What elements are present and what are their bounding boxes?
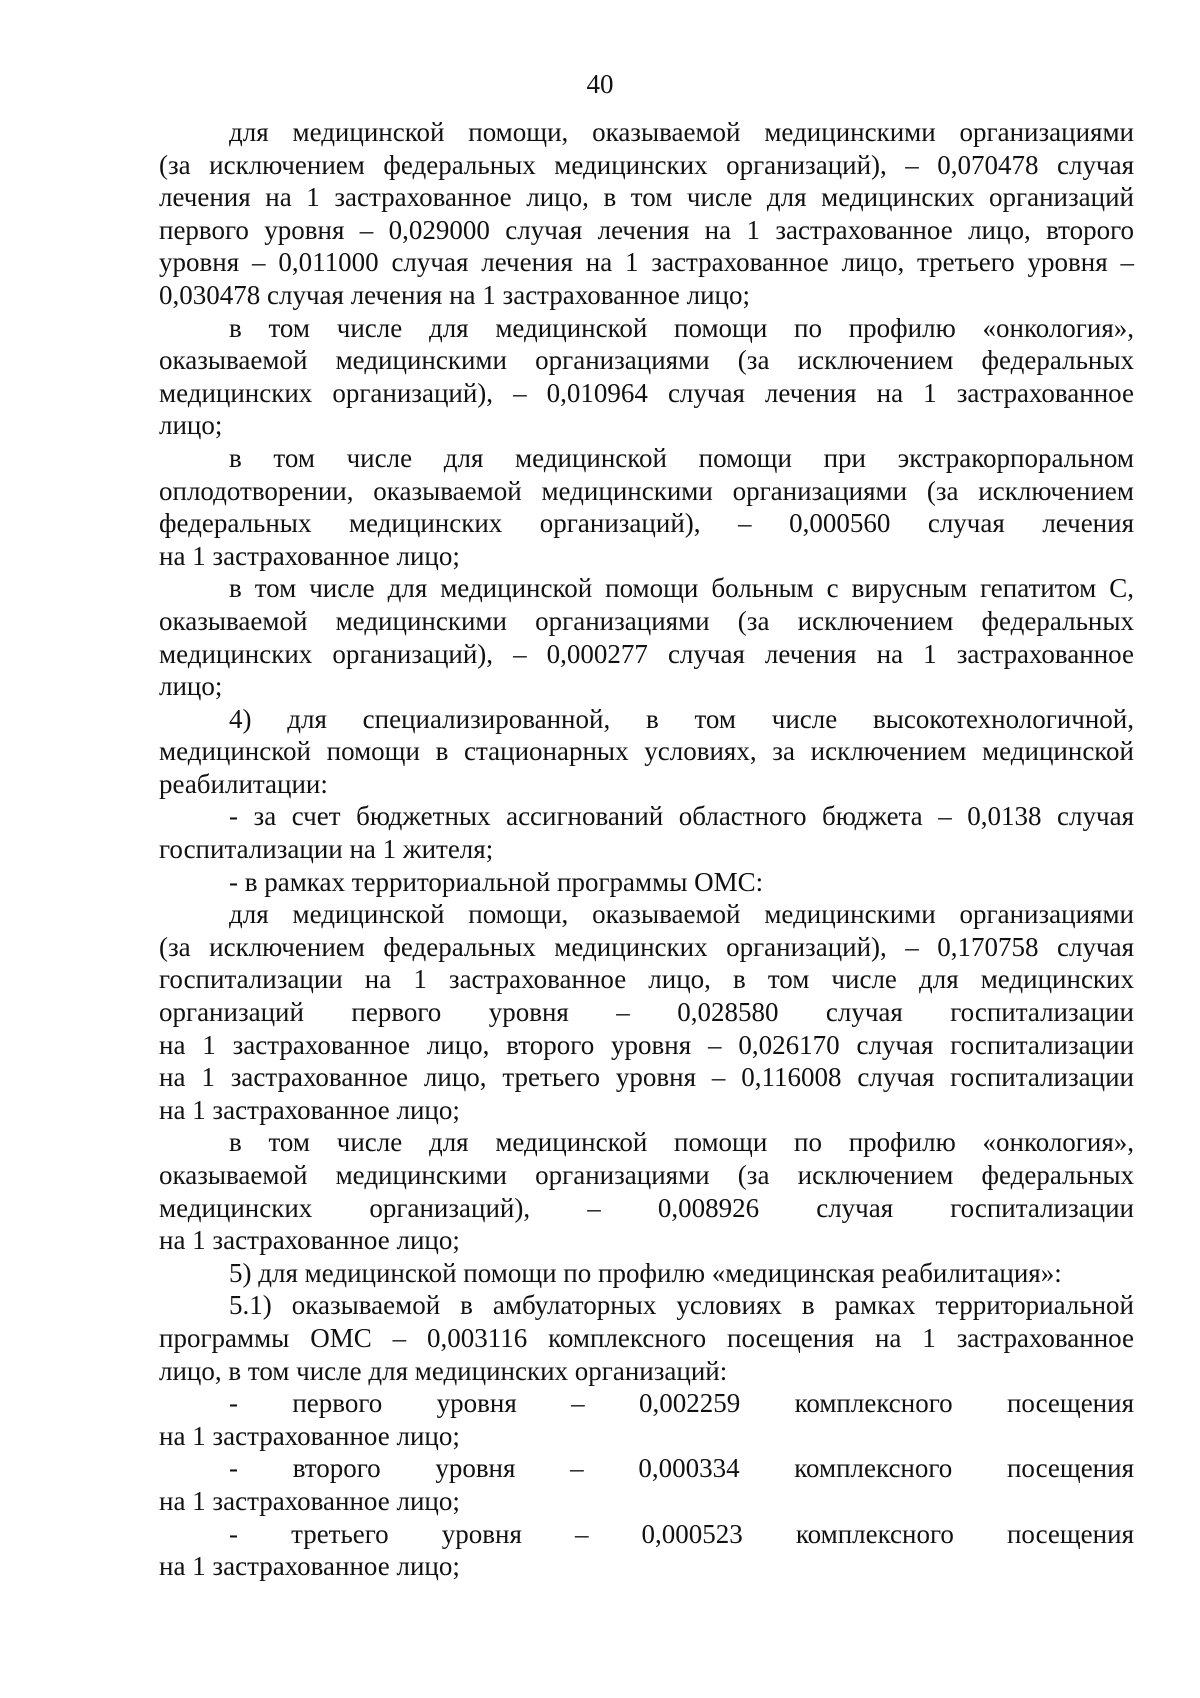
text-line: организаций первого уровня – 0,028580 случая госпитализации: [159, 997, 1134, 1028]
page-number: 40: [586, 69, 614, 99]
text-line: оказываемой медицинскими организациями (за исключением федеральных: [159, 605, 1134, 636]
paragraph: [159, 898, 1134, 1126]
paragraph: [159, 800, 1134, 865]
text-line: 0,030478 случая лечения на 1 застрахованное лицо;: [159, 279, 750, 310]
text-line: медицинских организаций), – 0,008926 случая госпитализации: [159, 1192, 1134, 1223]
paragraph: [159, 866, 1134, 899]
text-line: - второго уровня – 0,000334 комплексного посещения: [229, 1453, 1134, 1484]
text-line: (за исключением федеральных медицинских организаций), – 0,070478 случая: [159, 149, 1134, 180]
paragraph: [159, 703, 1134, 801]
text-line: на 1 застрахованное лицо;: [159, 540, 460, 571]
paragraph: [159, 1126, 1134, 1256]
paragraph: [159, 1518, 1134, 1583]
text-line: на 1 застрахованное лицо;: [159, 1551, 460, 1582]
text-line: лицо;: [159, 671, 223, 702]
text-line: уровня – 0,011000 случая лечения на 1 застрахованное лицо, третьего уровня –: [159, 247, 1134, 278]
text-line: реабилитации:: [159, 768, 328, 799]
text-line: оказываемой медицинскими организациями (за исключением федеральных: [159, 1160, 1134, 1190]
text-line: на 1 застрахованное лицо;: [159, 1485, 460, 1516]
text-line: на 1 застрахованное лицо;: [159, 1225, 460, 1256]
text-line: лицо, в том числе для медицинских организаций:: [159, 1355, 728, 1386]
paragraph: [159, 312, 1134, 442]
text-line: 4) для специализированной, в том числе высокотехнологичной,: [229, 703, 1134, 734]
text-line: на 1 застрахованное лицо, второго уровня – 0,026170 случая госпитализации: [159, 1029, 1134, 1060]
text-line: госпитализации на 1 жителя;: [159, 834, 494, 865]
paragraph: [159, 1257, 1134, 1290]
text-line: лицо;: [159, 410, 223, 441]
paragraph: [159, 1452, 1134, 1517]
paragraph: [159, 442, 1134, 572]
paragraph: [159, 572, 1134, 702]
text-line: на 1 застрахованное лицо;: [159, 1094, 460, 1125]
paragraph: [159, 116, 1134, 312]
text-line: федеральных медицинских организаций), – 0,000560 случая лечения: [159, 508, 1134, 539]
text-line: на 1 застрахованное лицо, третьего уровня – 0,116008 случая госпитализации: [159, 1062, 1134, 1093]
text-line: (за исключением федеральных медицинских организаций), – 0,170758 случая: [159, 931, 1134, 962]
text-line: в том числе для медицинской помощи при экстракорпоральном: [229, 442, 1134, 473]
text-line: первого уровня – 0,029000 случая лечения на 1 застрахованное лицо, второго: [159, 214, 1134, 245]
text-line: госпитализации на 1 застрахованное лицо, в том числе для медицинских: [159, 964, 1134, 995]
text-line: медицинских организаций), – 0,000277 случая лечения на 1 застрахованное: [159, 638, 1134, 669]
text-line: 5) для медицинской помощи по профилю «медицинская реабилитация»:: [229, 1257, 1062, 1288]
text-line: в том числе для медицинской помощи больным с вирусным гепатитом С,: [229, 573, 1134, 604]
text-line: - за счет бюджетных ассигнований областного бюджета – 0,0138 случая: [229, 801, 1134, 832]
text-line: - третьего уровня – 0,000523 комплексного посещения: [229, 1518, 1134, 1549]
document-body: [159, 116, 1134, 1583]
text-line: медицинских организаций), – 0,010964 случая лечения на 1 застрахованное: [159, 377, 1134, 408]
text-line: 5.1) оказываемой в амбулаторных условиях в рамках территориальной: [229, 1290, 1134, 1321]
text-line: медицинской помощи в стационарных условиях, за исключением медицинской: [159, 736, 1134, 767]
text-line: оказываемой медицинскими организациями (за исключением федеральных: [159, 345, 1134, 376]
text-line: программы ОМС – 0,003116 комплексного посещения на 1 застрахованное: [159, 1322, 1134, 1353]
text-line: лечения на 1 застрахованное лицо, в том числе для медицинских организаций: [159, 182, 1134, 213]
paragraph: [159, 1289, 1134, 1387]
text-line: оплодотворении, оказываемой медицинскими организациями (за исключением: [159, 475, 1134, 506]
text-line: на 1 застрахованное лицо;: [159, 1420, 460, 1451]
text-line: - в рамках территориальной программы ОМС:: [229, 866, 764, 897]
text-line: для медицинской помощи, оказываемой медицинскими организациями: [229, 899, 1134, 930]
text-line: в том числе для медицинской помощи по профилю «онкология»,: [229, 1127, 1134, 1158]
text-line: - первого уровня – 0,002259 комплексного посещения: [229, 1388, 1134, 1419]
paragraph: [159, 1387, 1134, 1452]
text-line: в том числе для медицинской помощи по профилю «онкология»,: [229, 312, 1134, 343]
text-line: для медицинской помощи, оказываемой медицинскими организациями: [229, 117, 1134, 147]
